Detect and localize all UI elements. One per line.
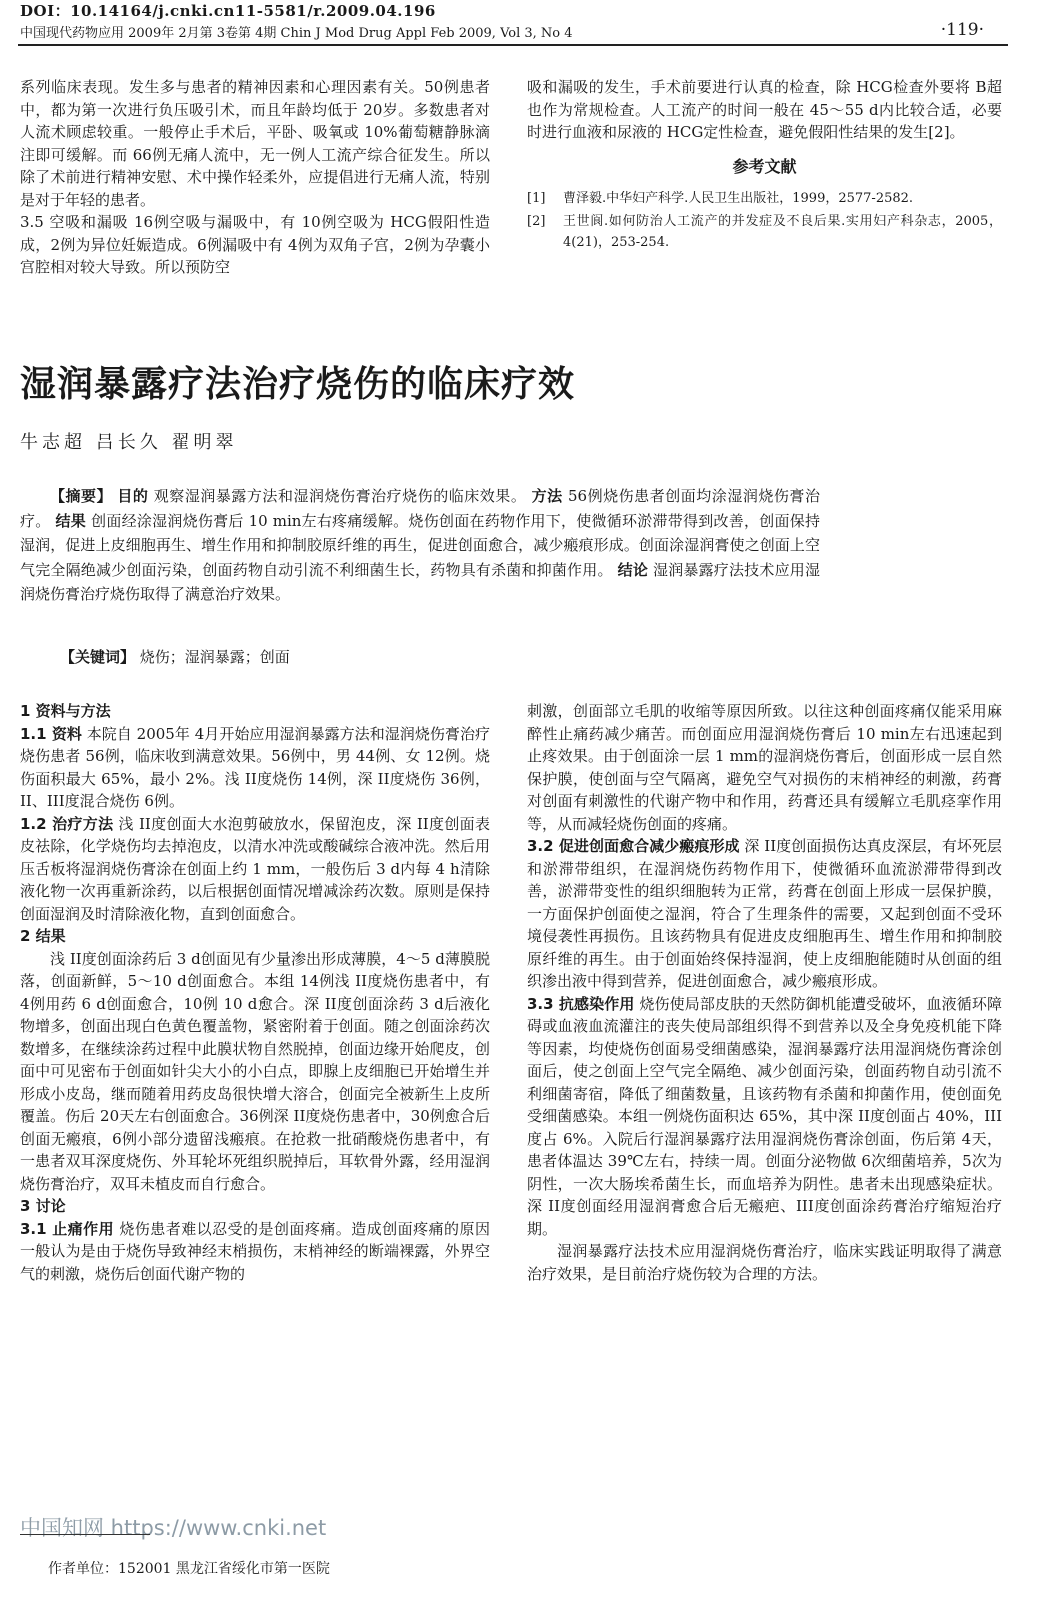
section-heading: 2 结果 — [20, 927, 66, 945]
method-label: 方法 — [531, 487, 563, 505]
body-left-column — [20, 700, 490, 1285]
doi-line: DOI：10.14164/j.cnki.cn11-5581/r.2009.04.196 — [20, 2, 436, 20]
paragraph — [527, 993, 1002, 1241]
paragraph-text: 本院自 2005年 4月开始应用湿润暴露方法和湿润烧伤膏治疗烧伤患者 56例，临床收到满意效果。56例中，男 44例、女 12例。烧伤面积最大 65%，最小 2%。浅 II度烧伤 14例，深 II度烧伤 36例，II、III度混合烧伤 6例。 — [20, 724, 491, 810]
paragraph — [20, 813, 490, 926]
running-head: 中国现代药物应用 2009年 2月第 3卷第 4期 Chin J Mod Drug Appl Feb 2009, Vol 3, No 4 — [20, 26, 573, 41]
abstract — [20, 484, 820, 607]
section-heading: 1 资料与方法 — [20, 702, 111, 720]
reference-item — [527, 188, 1002, 209]
reference-text: 王世阆.如何防治人工流产的并发症及不良后果.实用妇产科杂志，2005，4(21)，253-254. — [563, 214, 1002, 250]
prev-paragraph: 吸和漏吸的发生，手术前要进行认真的检查，除 HCG检查外要将 B超也作为常规检查。人工流产的时间一般在 45～55 d内比较合适，必要时进行血液和尿液的 HCG定性检查，避免假阳性结果的发生[2]。 — [527, 78, 1002, 141]
paragraph-text: 深 II度创面损伤达真皮深层，有坏死层和淤滞带组织，在湿润烧伤药物作用下，使微循环血流淤滞带得到改善，淤滞带变性的组织细胞转为正常，药膏在创面上形成一层保护膜，一方面保护创面使之湿润，符合了生理条件的需要，又起到创面不受环境侵袭性再损伤。且该药物具有促进皮皮细胞再生、增生作用和抑制胶原纤维的再生。由于创面始终保持湿润，使上皮细胞能随时从创面的组织渗出液中得到营养，促进创面愈合，减少瘢痕形成。 — [527, 837, 1003, 990]
objective-text: 观察湿润暴露方法和湿润烧伤膏治疗烧伤的临床效果。 — [153, 487, 527, 505]
prev-paragraph: 3.5 空吸和漏吸 16例空吸与漏吸中，有 10例空吸为 HCG假阳性造成，2例为异位妊娠造成。6例漏吸中有 4例为双角子宫，2例为孕囊小宫腔相对较大导致。所以预防空 — [20, 213, 490, 276]
subsection-heading: 1.2 治疗方法 — [20, 814, 114, 833]
reference-number: [2] — [527, 214, 546, 229]
objective-label: 目的 — [117, 487, 149, 505]
footnote-rule — [20, 1534, 150, 1535]
paragraph-text: 烧伤使局部皮肤的天然防御机能遭受破坏，血液循环障碍或血液血流灌注的丧失使局部组织得不到营养以及全身免疫机能下降等因素，均使烧伤创面易受细菌感染，湿润暴露疗法用湿润烧伤膏涂创面后，使之创面上空气完全隔绝、减少创面污染，创面药物自动引流不利细菌寄宿，降低了细菌数量，且该药物有杀菌和抑菌作用，使创面免受细菌感染。本组一例烧伤面积达 65%，其中深 II度创面占 40%，III度占 6%。入院后行湿润暴露疗法用湿润烧伤膏涂创面，伤后第 4天，患者体温达 39℃左右，持续一周。创面分泌物做 6次细菌培养，5次为阴性，一次大肠埃希菌生长，而血培养为阴性。患者未出现感染症状。深 II度创面经用湿润膏愈合后无瘢疤、III度创面涂药膏治疗缩短治疗期。 — [527, 994, 1002, 1238]
references-heading: 参考文献 — [732, 156, 797, 176]
paragraph-text: 浅 II度创面大水泡剪破放水，保留泡皮，深 II度创面表皮祛除，化学烧伤均去掉泡皮，以清水冲洗或酸碱综合液冲洗。然后用压舌板将湿润烧伤膏涂在创面上约 1 mm，一般伤后 3 d内每 4 h清除液化物一次再重新涂药，以后根据创面情况增减涂药次数。原则是保持创面湿润及时清除液化物，直到创面愈合。 — [20, 814, 491, 923]
prev-article-right-column — [527, 76, 1002, 255]
conclusion-label: 结论 — [617, 560, 649, 579]
paragraph — [527, 835, 1002, 993]
reference-number: [1] — [527, 191, 546, 206]
paragraph: 湿润暴露疗法技术应用湿润烧伤膏治疗，临床实践证明取得了满意治疗效果，是目前治疗烧伤较为合理的方法。 — [527, 1242, 1002, 1283]
subsection-heading: 3.1 止痛作用 — [20, 1219, 115, 1238]
header-rule — [18, 44, 1008, 46]
paragraph — [20, 1218, 490, 1286]
result-text: 创面经涂湿润烧伤膏后 10 min左右疼痛缓解。烧伤创面在药物作用下，使微循环淤滞带得到改善，创面保持湿润，促进上皮细胞再生、增生作用和抑制胶原纤维的再生，促进创面愈合，减少瘢痕形成。创面涂湿润膏使之创面上空气完全隔绝减少创面污染，创面药物自动引流不利细菌生长，药物具有杀菌和抑菌作用。 — [20, 511, 820, 579]
author-affiliation: 作者单位：152001 黑龙江省绥化市第一医院 — [48, 1561, 330, 1577]
cnki-watermark: 中国知网 https://www.cnki.net — [20, 1516, 327, 1540]
body-right-column — [527, 700, 1002, 1285]
paragraph: 刺激，创面部立毛肌的收缩等原因所致。以往这种创面疼痛仅能采用麻醉性止痛药减少痛苦。而创面应用湿润烧伤膏后 10 min左右迅速起到止疼效果。由于创面涂一层 1 mm的湿润烧伤膏后，创面形成一层自然保护膜，使创面与空气隔离，避免空气对损伤的末梢神经的刺激，药膏对创面有刺激性的代谢产物中和作用，药膏还具有缓解立毛肌痉挛作用等，从而减轻烧伤创面的疼痛。 — [527, 702, 1002, 833]
reference-text: 曹泽毅.中华妇产科学.人民卫生出版社，1999，2577-2582. — [563, 191, 914, 206]
prev-article-left-column — [20, 76, 490, 279]
section-heading: 3 讨论 — [20, 1197, 66, 1215]
article-authors: 牛志超 吕长久 翟明翠 — [20, 432, 238, 453]
reference-item — [527, 211, 1002, 253]
subsection-heading: 1.1 资料 — [20, 724, 82, 743]
page-number: ·119· — [940, 20, 984, 40]
paragraph-text: 烧伤患者难以忍受的是创面疼痛。造成创面疼痛的原因一般认为是由于烧伤导致神经末梢损伤，末梢神经的断端裸露，外界空气的刺激，烧伤后创面代谢产物的 — [20, 1219, 490, 1283]
keywords-text: 烧伤；湿润暴露；创面 — [139, 648, 290, 666]
result-label: 结果 — [55, 511, 87, 530]
paragraph — [20, 723, 490, 813]
paragraph: 浅 II度创面涂药后 3 d创面见有少量渗出形成薄膜，4～5 d薄膜脱落，创面新鲜，5～10 d创面愈合。本组 14例浅 II度烧伤患者中，有 4例用药 6 d创面愈合，10例 10 d愈合。深 II度创面涂药 3 d后液化物增多，创面出现白色黄色覆盖物，紧密附着于创面。随之创面涂药次数增多，在继续涂药过程中此膜状物自然脱掉，创面边缘开始爬皮，创面中可见密布于创面如针尖大小的小白点，即腺上皮细胞已开始增生并形成小皮岛，继而随着用药皮岛很快增大溶合，创面完全被新生上皮所覆盖。伤后 20天左右创面愈合。36例深 II度烧伤患者中，30例愈合后创面无瘢痕，6例小部分遗留浅瘢痕。在抢救一批硝酸烧伤患者中，有一患者双耳深度烧伤、外耳轮坏死组织脱掉后，耳软骨外露，经用湿润烧伤膏治疗，双耳未植皮而自行愈合。 — [20, 949, 490, 1193]
method-text: 56例烧伤患者创面均涂湿润烧伤膏治疗。 — [20, 487, 820, 530]
conclusion-text: 湿润暴露疗法技术应用湿润烧伤膏治疗烧伤取得了满意治疗效果。 — [20, 560, 820, 603]
subsection-heading: 3.3 抗感染作用 — [527, 994, 635, 1013]
keywords — [60, 646, 290, 667]
subsection-heading: 3.2 促进创面愈合减少瘢痕形成 — [527, 837, 740, 855]
prev-paragraph: 系列临床表现。发生多与患者的精神因素和心理因素有关。50例患者中，都为第一次进行负压吸引术，而且年龄均低于 20岁。多数患者对人流术顾虑较重。一般停止手术后，平卧、吸氧或 10%葡萄糖静脉滴注即可缓解。而 66例无痛人流中，无一例人工流产综合征发生。所以除了术前进行精神安慰、术中操作轻柔外，应提倡进行无痛人流，特别是对于年轻的患者。 — [20, 78, 490, 209]
abstract-label: 【摘要】 — [50, 487, 113, 505]
keywords-label: 【关键词】 — [60, 648, 136, 666]
article-title: 湿润暴露疗法治疗烧伤的临床疗效 — [20, 364, 576, 405]
